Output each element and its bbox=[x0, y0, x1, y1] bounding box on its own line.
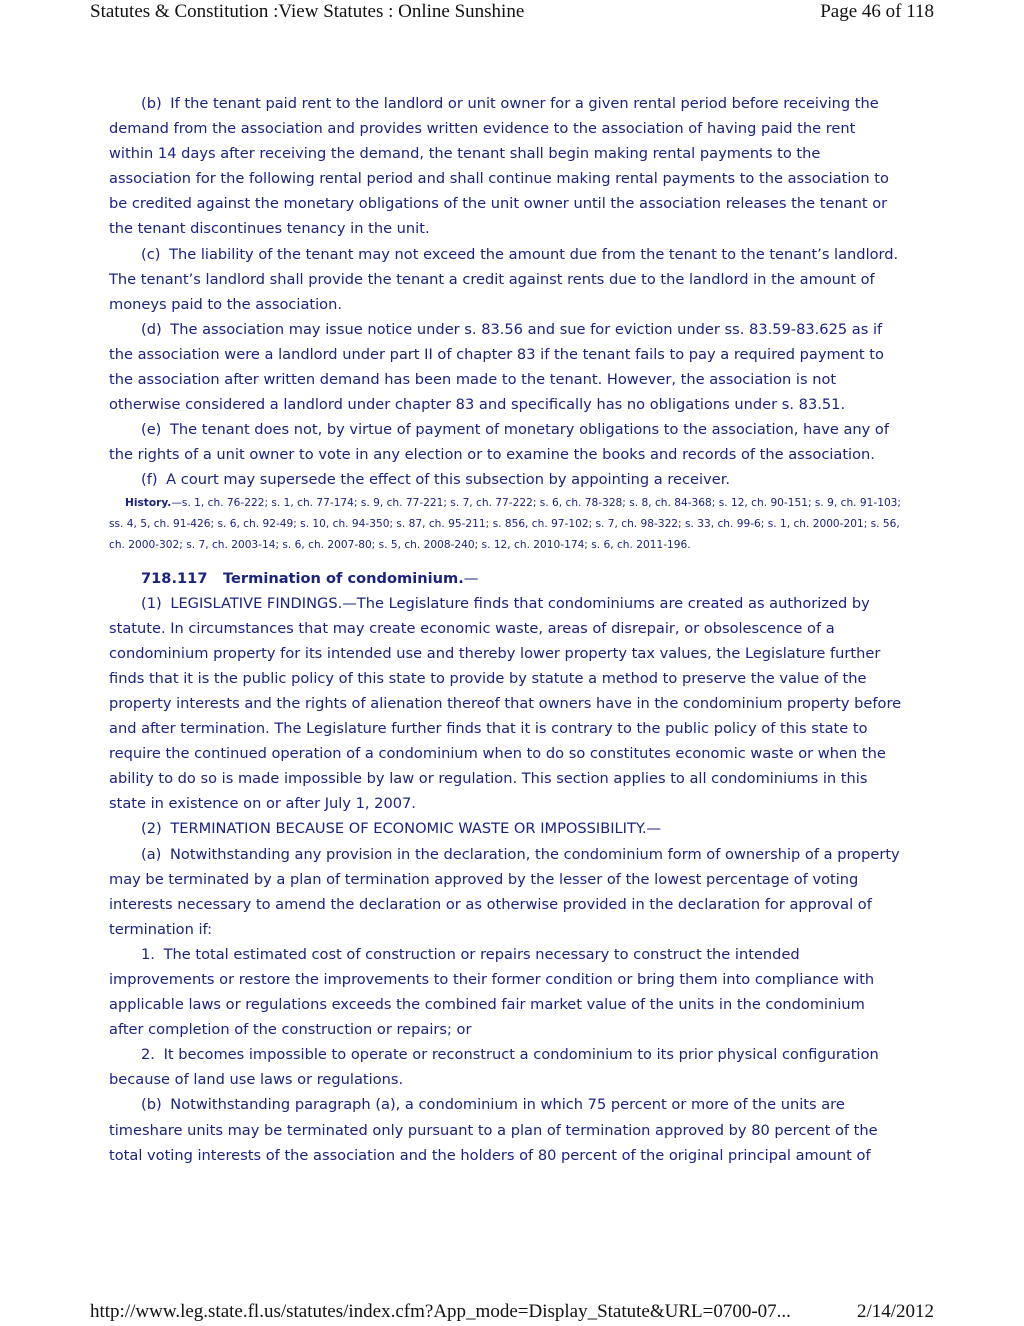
page-url: http://www.leg.state.fl.us/statutes/index.cfm?App_mode=Display_Statute&URL=0700-07... bbox=[90, 1301, 791, 1322]
paragraph-tag: (b) bbox=[141, 95, 162, 112]
paragraph-c bbox=[109, 242, 904, 317]
paragraph-text: The liability of the tenant may not exceed the amount due from the tenant to the tenant’s landlord. The tenant’s landlord shall provide the tenant a credit against rents due to the landlord in the amount of moneys paid to the association. bbox=[109, 245, 899, 313]
paragraph-tag: (d) bbox=[141, 320, 162, 338]
paragraph-tag: 2. bbox=[141, 1046, 155, 1064]
statute-content bbox=[109, 91, 904, 1168]
history-text: —s. 1, ch. 76-222; s. 1, ch. 77-174; s. 9, ch. 77-221; s. 7, ch. 77-222; s. 6, ch. 78-328; s. 8, ch. 84-368; s. 12, ch. 90-151; s. 9, ch. 91-103; ss. 4, 5, ch. 91-426; s. 6, ch. 92-49; s. 10, ch. 94-350; s. 87, ch. 95-211; s. 856, ch. 97-102; s. 7, ch. 98-322; s. 33, ch. 99-6; s. 1, ch. 2000-201; s. 56, ch. 2000-302; s. 7, ch. 2003-14; s. 6, ch. 2007-80; s. 5, ch. 2008-240; s. 12, ch. 2010-174; s. 6, ch. 2011-196. bbox=[109, 496, 901, 551]
paragraph-2a1 bbox=[109, 942, 904, 1042]
paragraph-tag: (f) bbox=[141, 471, 158, 489]
paragraph-text: TERMINATION BECAUSE OF ECONOMIC WASTE OR IMPOSSIBILITY.— bbox=[170, 820, 662, 838]
history-note bbox=[109, 493, 904, 556]
print-header bbox=[90, 1, 934, 23]
print-footer bbox=[90, 1301, 934, 1323]
paragraph-text: The tenant does not, by virtue of payment of monetary obligations to the association, have any of the rights of a unit owner to vote in any election or to examine the books and records of the association. bbox=[109, 421, 889, 464]
section-heading bbox=[109, 566, 904, 591]
paragraph-tag: (2) bbox=[141, 820, 162, 838]
paragraph-text: Notwithstanding any provision in the declaration, the condominium form of ownership of a property may be terminated by a plan of termination approved by the lesser of the lowest percentage of voting interests necessary to amend the declaration or as otherwise provided in the declaration for approval of termination if: bbox=[109, 845, 900, 938]
paragraph-text: LEGISLATIVE FINDINGS.—The Legislature finds that condominiums are created as authorized by statute. In circumstances that may create economic waste, areas of disrepair, or obsolescence of a condominium property for its intended use and thereby lower property tax values, the Legislature further finds that it is the public policy of this state to provide by statute a method to preserve the value of the property interests and the rights of alienation thereof that owners have in the condominium property before and after termination. The Legislature further finds that it is contrary to the public policy of this state to require the continued operation of a condominium when to do so constitutes economic waste or when the ability to do so is made impossible by law or regulation. This section applies to all condominiums in this state in existence on or after July 1, 2007. bbox=[109, 594, 902, 813]
paragraph-text: Notwithstanding paragraph (a), a condominium in which 75 percent or more of the units are timeshare units may be terminated only pursuant to a plan of termination approved by 80 percent of the total voting interests of the association and the holders of 80 percent of the original principal amount of bbox=[109, 1096, 878, 1164]
paragraph-2a bbox=[109, 842, 904, 942]
page-number: Page 46 of 118 bbox=[820, 1, 934, 22]
paragraph-2b bbox=[109, 1092, 904, 1167]
paragraph-f bbox=[109, 467, 904, 492]
paragraph-text: It becomes impossible to operate or reconstruct a condominium to its prior physical configuration because of land use laws or regulations. bbox=[109, 1046, 879, 1089]
paragraph-d bbox=[109, 317, 904, 417]
section-title: Termination of condominium. bbox=[223, 569, 464, 587]
paragraph-text: A court may supersede the effect of this subsection by appointing a receiver. bbox=[166, 471, 731, 489]
paragraph-text: The association may issue notice under s. 83.56 and sue for eviction under ss. 83.59-83.625 as if the association were a landlord under part II of chapter 83 if the tenant fails to pay a required payment to the association after written demand has been made to the tenant. However, the association is not otherwise considered a landlord under chapter 83 and specifically has no obligations under s. 83.51. bbox=[109, 320, 884, 414]
paragraph-tag: (a) bbox=[141, 845, 162, 863]
section-dash: — bbox=[463, 569, 479, 587]
paragraph-text: The total estimated cost of construction or repairs necessary to construct the intended improvements or restore the improvements to their former condition or bring them into compliance with applicable laws or regulations exceeds the combined fair market value of the units in the condominium after completion of the construction or repairs; or bbox=[109, 945, 875, 1039]
paragraph-tag: (e) bbox=[141, 421, 162, 439]
section-number: 718.117 bbox=[141, 569, 208, 587]
paragraph-b bbox=[109, 91, 904, 242]
paragraph-1 bbox=[109, 591, 904, 817]
paragraph-tag: (1) bbox=[141, 594, 162, 612]
paragraph-2a2 bbox=[109, 1042, 904, 1092]
paragraph-tag: 1. bbox=[141, 945, 155, 963]
paragraph-text: If the tenant paid rent to the landlord or unit owner for a given rental period before receiving the demand from the association and provides written evidence to the association of having paid the rent within 14 days after receiving the demand, the tenant shall begin making rental payments to the association for the following rental period and shall continue making rental payments to the association to be credited against the monetary obligations of the unit owner until the association releases the tenant or the tenant discontinues tenancy in the unit. bbox=[109, 95, 889, 238]
print-date: 2/14/2012 bbox=[856, 1301, 934, 1322]
page-title: Statutes & Constitution :View Statutes : Online Sunshine bbox=[90, 1, 525, 22]
paragraph-2 bbox=[109, 816, 904, 841]
paragraph-e bbox=[109, 417, 904, 467]
paragraph-tag: (c) bbox=[141, 245, 161, 263]
paragraph-tag: (b) bbox=[141, 1096, 162, 1114]
history-label: History. bbox=[125, 496, 172, 509]
